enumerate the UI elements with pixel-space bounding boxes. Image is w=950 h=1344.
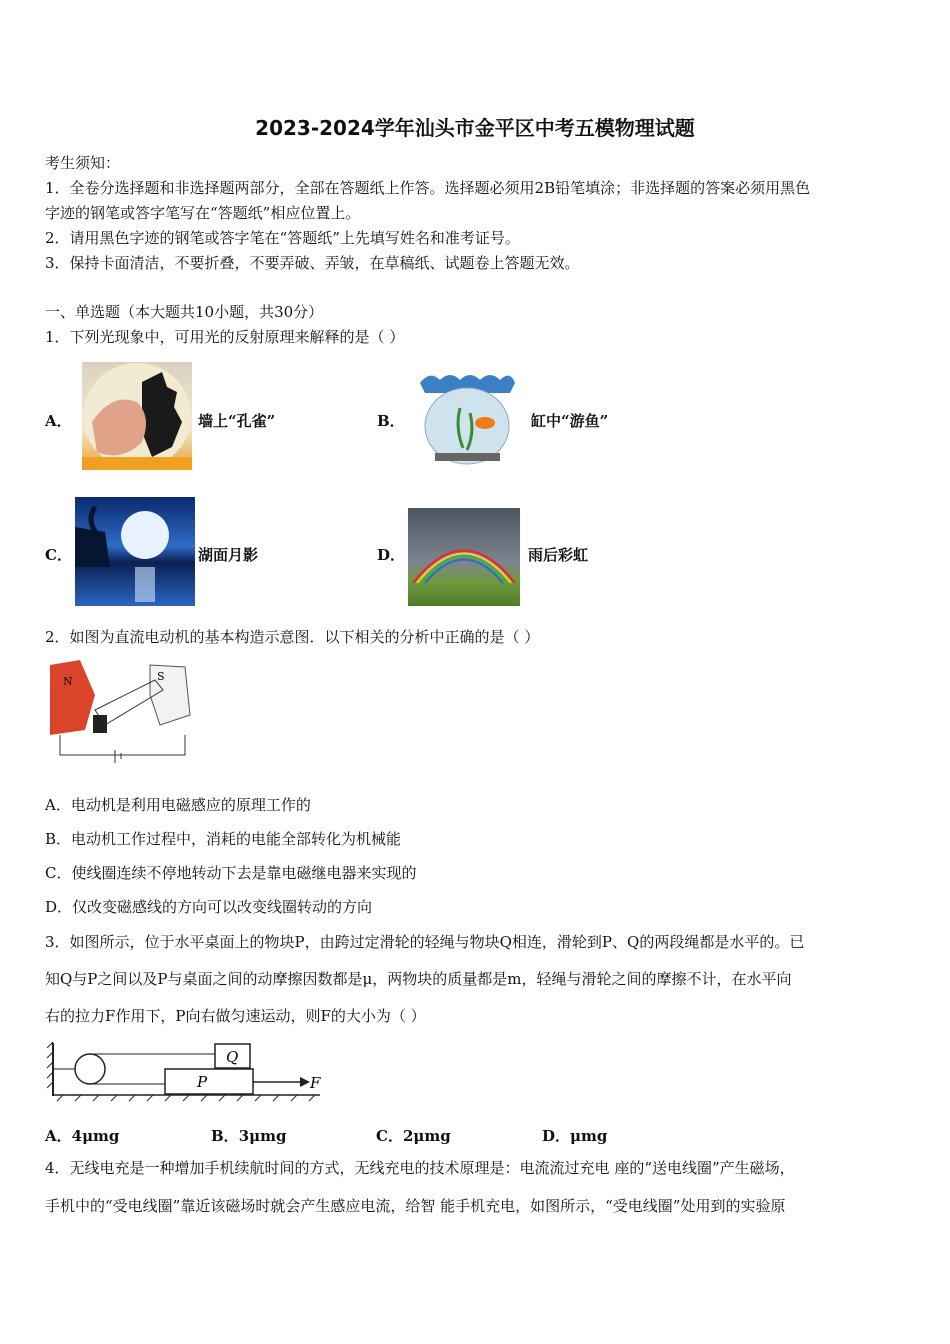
dc-motor-diagram bbox=[45, 655, 195, 770]
question-4-stem: 手机中的“受电线圈”靠近该磁场时就会产生感应电流，给智 能手机充电，如图所示，“受电线圈”处用到的实验原 bbox=[45, 1197, 786, 1215]
lake-moon-image bbox=[75, 497, 195, 606]
option-letter: C． bbox=[376, 1127, 403, 1145]
option-letter: A． bbox=[45, 1127, 72, 1145]
option-a-letter: A． bbox=[45, 412, 72, 430]
notice-item: 字迹的钢笔或答字笔写在“答题纸”相应位置上。 bbox=[45, 204, 361, 222]
magnet-n-label: N bbox=[63, 675, 73, 688]
option-value: 2μmg bbox=[402, 1127, 451, 1145]
question-3-option-c bbox=[376, 1125, 451, 1146]
question-3-option-a bbox=[45, 1125, 119, 1146]
page-title: 2023-2024学年汕头市金平区中考五模物理试题 bbox=[255, 116, 695, 140]
option-d-caption: 雨后彩虹 bbox=[528, 546, 589, 564]
question-1-stem: 1．下列光现象中，可用光的反射原理来解释的是（ ） bbox=[45, 328, 405, 346]
option-b-caption: 缸中“游鱼” bbox=[531, 412, 609, 430]
question-4-stem: 4．无线电充是一种增加手机续航时间的方式，无线充电的技术原理是：电流流过充电 座的“送电线圈”产生磁场， bbox=[45, 1159, 795, 1177]
option-a-caption: 墙上“孔雀” bbox=[198, 412, 276, 430]
option-letter: B． bbox=[211, 1127, 239, 1145]
pulley-block-diagram bbox=[45, 1038, 325, 1103]
option-c-letter: C． bbox=[45, 546, 72, 564]
notice-item: 3．保持卡面清洁，不要折叠，不要弄破、弄皱，在草稿纸、试题卷上答题无效。 bbox=[45, 254, 580, 272]
question-3-stem: 右的拉力F作用下，P向右做匀速运动，则F的大小为（ ） bbox=[45, 1007, 426, 1025]
option-value: μmg bbox=[570, 1127, 608, 1145]
question-3-option-b bbox=[211, 1125, 286, 1146]
question-3-stem: 3．如图所示，位于水平桌面上的物块P，由跨过定滑轮的轻绳与物块Q相连，滑轮到P、Q的两段绳都是水平的。已 bbox=[45, 933, 805, 951]
question-3-option-d bbox=[542, 1125, 607, 1146]
block-p-label: P bbox=[197, 1073, 208, 1091]
question-2-option: B．电动机工作过程中，消耗的电能全部转化为机械能 bbox=[45, 830, 402, 848]
peacock-shadow-image bbox=[82, 362, 192, 470]
option-value: 4μmg bbox=[71, 1127, 120, 1145]
option-b-letter: B． bbox=[377, 412, 405, 430]
block-q-label: Q bbox=[226, 1048, 239, 1066]
question-2-option: A．电动机是利用电磁感应的原理工作的 bbox=[45, 796, 311, 814]
section-heading: 一、单选题（本大题共10小题，共30分） bbox=[45, 303, 324, 321]
notice-item: 2．请用黑色字迹的钢笔或答字笔在“答题纸”上先填写姓名和准考证号。 bbox=[45, 229, 520, 247]
question-2-stem: 2．如图为直流电动机的基本构造示意图．以下相关的分析中正确的是（ ） bbox=[45, 628, 540, 646]
rainbow-image bbox=[408, 508, 520, 606]
fishbowl-image bbox=[415, 368, 520, 470]
notice-heading: 考生须知： bbox=[45, 154, 121, 172]
question-2-option: C．使线圈连续不停地转动下去是靠电磁继电器来实现的 bbox=[45, 864, 417, 882]
option-c-caption: 湖面月影 bbox=[198, 546, 259, 564]
question-2-option: D．仅改变磁感线的方向可以改变线圈转动的方向 bbox=[45, 898, 373, 916]
option-d-letter: D． bbox=[377, 546, 406, 564]
force-f-label: F bbox=[310, 1074, 321, 1092]
question-3-stem: 知Q与P之间以及P与桌面之间的动摩擦因数都是μ，两物块的质量都是m，轻绳与滑轮之间的摩擦不计，在水平向 bbox=[45, 970, 792, 988]
option-letter: D． bbox=[542, 1127, 571, 1145]
option-value: 3μmg bbox=[238, 1127, 287, 1145]
notice-item: 1．全卷分选择题和非选择题两部分，全部在答题纸上作答。选择题必须用2B铅笔填涂；非选择题的答案必须用黑色 bbox=[45, 179, 811, 197]
magnet-s-label: S bbox=[157, 670, 165, 683]
